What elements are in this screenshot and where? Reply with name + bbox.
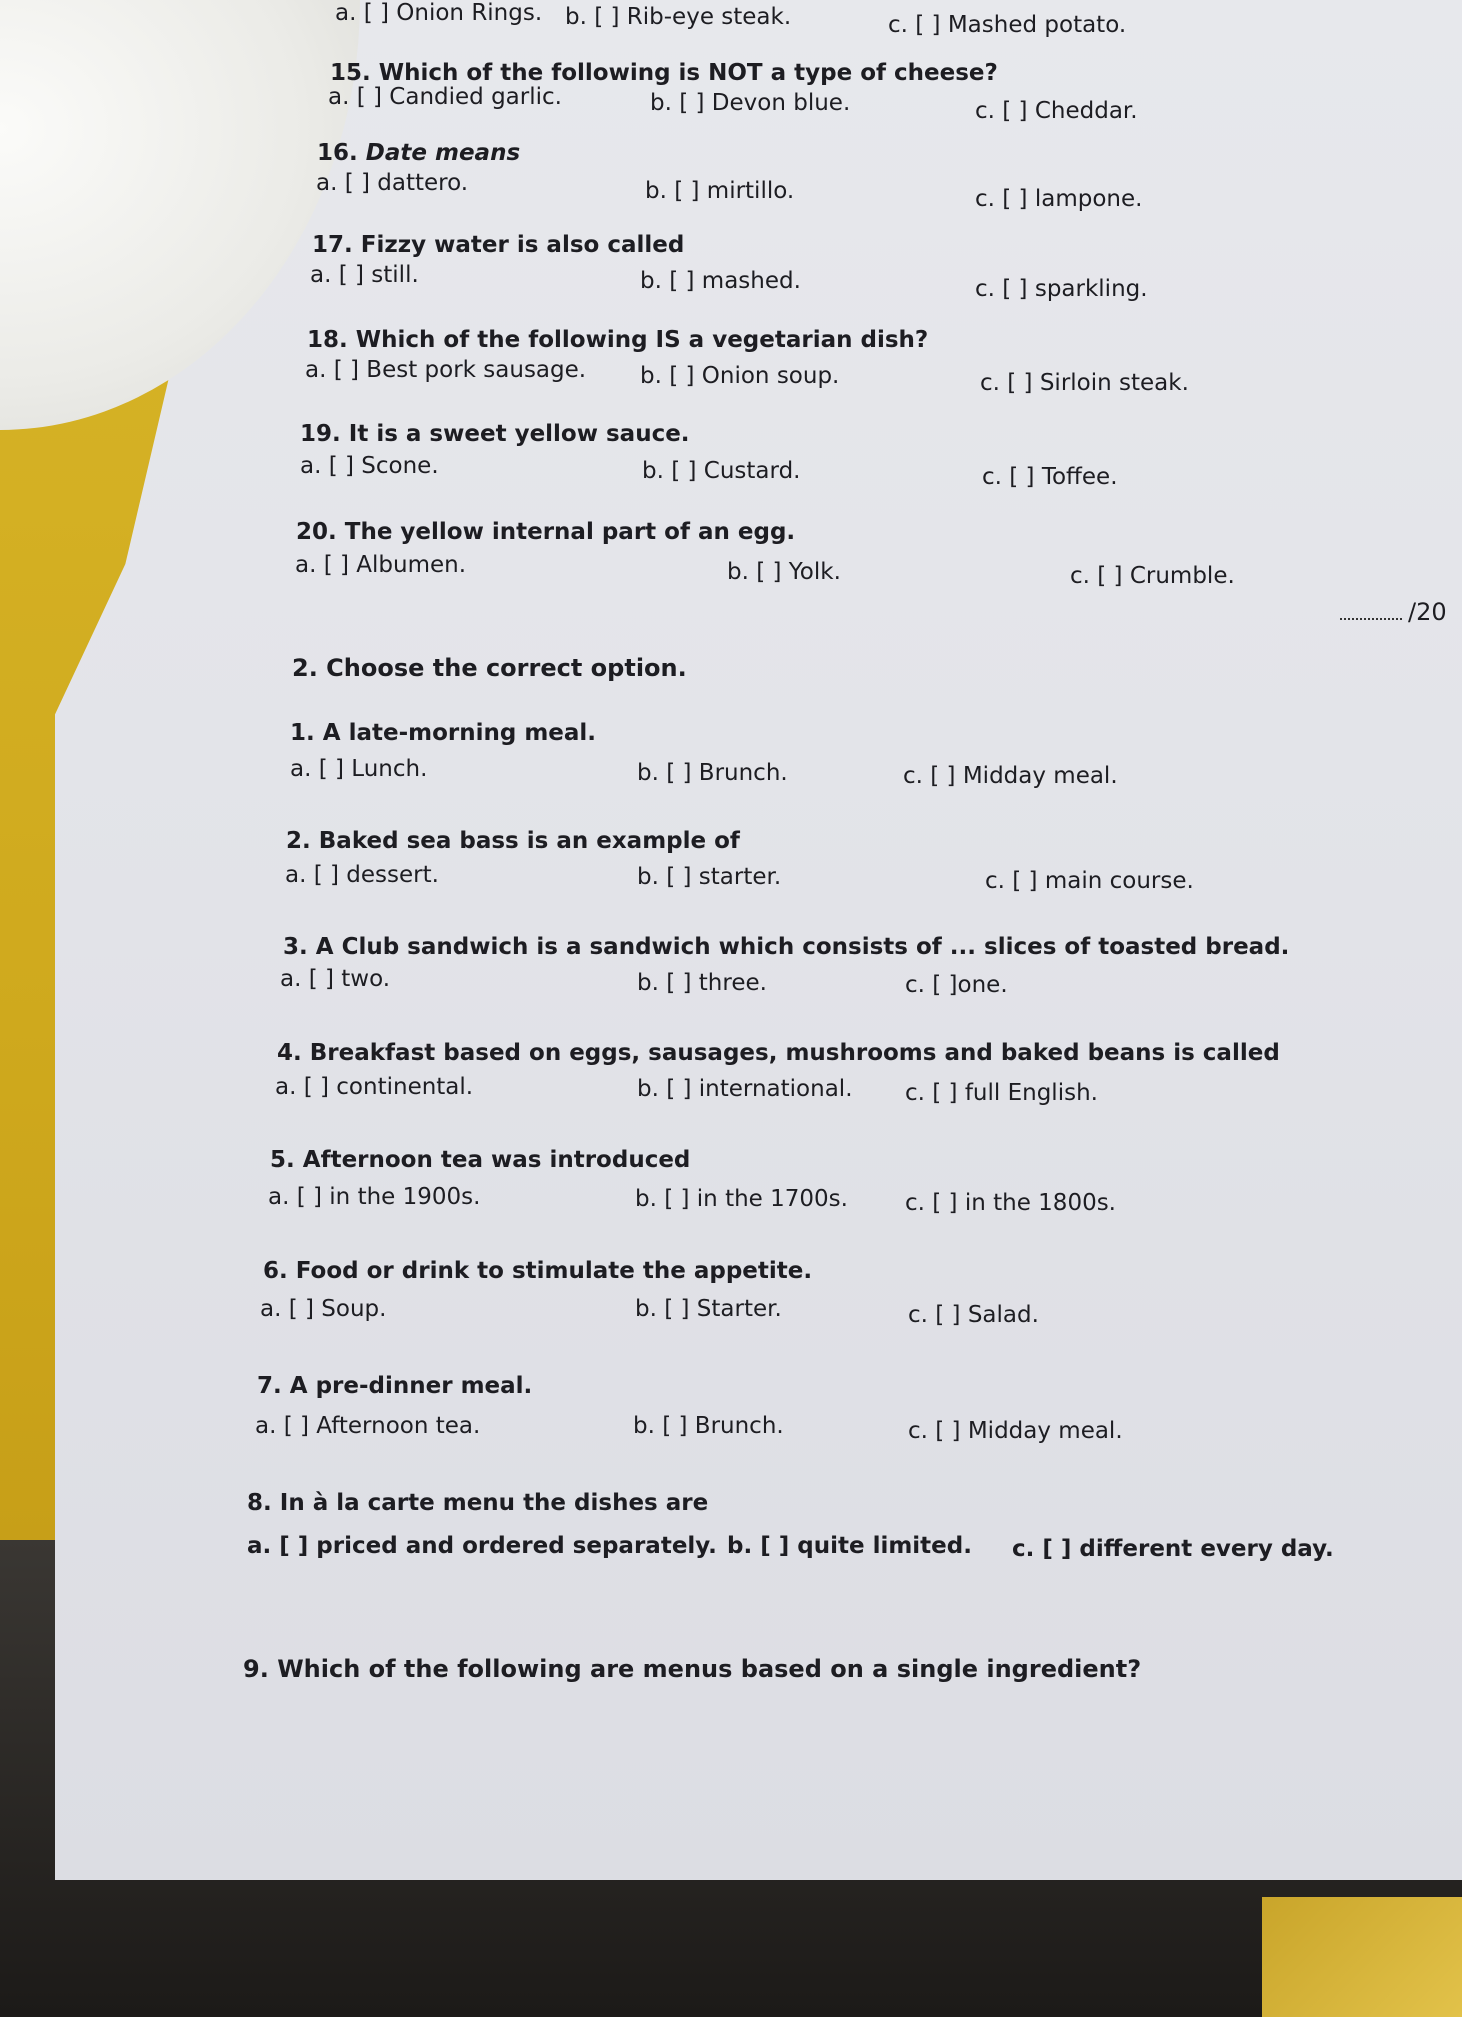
s2-question-1: 1. A late-morning meal.	[290, 720, 597, 746]
s2-q6-option-a[interactable]: a. [ ] Soup.	[260, 1296, 387, 1322]
q14-option-c[interactable]: c. [ ] Mashed potato.	[888, 12, 1127, 38]
s2-question-3: 3. A Club sandwich is a sandwich which consists of ... slices of toasted bread.	[283, 934, 1290, 960]
s2-q4-option-c[interactable]: c. [ ] full English.	[905, 1080, 1098, 1106]
s2-q4-option-b[interactable]: b. [ ] international.	[637, 1076, 853, 1102]
q19-option-b[interactable]: b. [ ] Custard.	[642, 458, 801, 484]
question-20: 20. The yellow internal part of an egg.	[296, 519, 796, 545]
s2-q6-option-c[interactable]: c. [ ] Salad.	[908, 1302, 1039, 1328]
q17-option-b[interactable]: b. [ ] mashed.	[640, 268, 801, 294]
s2-q2-option-b[interactable]: b. [ ] starter.	[637, 864, 782, 890]
s2-question-8: 8. In à la carte menu the dishes are	[247, 1490, 709, 1516]
s2-question-4: 4. Breakfast based on eggs, sausages, mushrooms and baked beans is called	[277, 1040, 1280, 1066]
q20-option-b[interactable]: b. [ ] Yolk.	[727, 559, 841, 585]
q18-option-b[interactable]: b. [ ] Onion soup.	[640, 363, 840, 389]
q14-option-b[interactable]: b. [ ] Rib-eye steak.	[565, 4, 792, 30]
s2-q7-option-a[interactable]: a. [ ] Afternoon tea.	[255, 1413, 481, 1439]
q20-option-c[interactable]: c. [ ] Crumble.	[1070, 563, 1235, 589]
q18-option-a[interactable]: a. [ ] Best pork sausage.	[305, 357, 587, 383]
s2-question-2: 2. Baked sea bass is an example of	[286, 828, 740, 854]
q15-option-c[interactable]: c. [ ] Cheddar.	[975, 98, 1138, 124]
s2-q7-option-c[interactable]: c. [ ] Midday meal.	[908, 1418, 1123, 1444]
question-15: 15. Which of the following is NOT a type of cheese?	[330, 60, 998, 86]
q19-option-c[interactable]: c. [ ] Toffee.	[982, 464, 1118, 490]
q19-option-a[interactable]: a. [ ] Scone.	[300, 453, 439, 479]
s2-q1-option-a[interactable]: a. [ ] Lunch.	[290, 756, 428, 782]
s2-question-7: 7. A pre-dinner meal.	[257, 1373, 533, 1399]
q17-option-a[interactable]: a. [ ] still.	[310, 262, 419, 288]
q18-option-c[interactable]: c. [ ] Sirloin steak.	[980, 370, 1189, 396]
question-17: 17. Fizzy water is also called	[312, 232, 685, 258]
s2-q8-option-b[interactable]: b. [ ] quite limited.	[727, 1533, 972, 1559]
q15-option-a[interactable]: a. [ ] Candied garlic.	[328, 84, 562, 110]
section2-title: 2. Choose the correct option.	[292, 654, 687, 682]
s2-q3-option-a[interactable]: a. [ ] two.	[280, 966, 391, 992]
s2-q2-option-c[interactable]: c. [ ] main course.	[985, 868, 1194, 894]
q16-option-c[interactable]: c. [ ] lampone.	[975, 186, 1143, 212]
s2-q3-option-b[interactable]: b. [ ] three.	[637, 970, 767, 996]
s2-q1-option-c[interactable]: c. [ ] Midday meal.	[903, 763, 1118, 789]
q20-option-a[interactable]: a. [ ] Albumen.	[295, 552, 467, 578]
q17-option-c[interactable]: c. [ ] sparkling.	[975, 276, 1148, 302]
s2-q8-option-a[interactable]: a. [ ] priced and ordered separately.	[247, 1533, 717, 1559]
q14-option-a[interactable]: a. [ ] Onion Rings.	[335, 0, 543, 26]
s2-q2-option-a[interactable]: a. [ ] dessert.	[285, 862, 439, 888]
s2-q5-option-a[interactable]: a. [ ] in the 1900s.	[268, 1184, 481, 1210]
s2-q6-option-b[interactable]: b. [ ] Starter.	[635, 1296, 782, 1322]
s2-q8-option-c[interactable]: c. [ ] different every day.	[1012, 1536, 1334, 1562]
q15-option-b[interactable]: b. [ ] Devon blue.	[650, 90, 851, 116]
s2-question-6: 6. Food or drink to stimulate the appetite.	[263, 1258, 813, 1284]
section1-score: /20	[1340, 598, 1447, 626]
s2-question-9: 9. Which of the following are menus based on a single ingredient?	[243, 1655, 1142, 1683]
s2-q3-option-c[interactable]: c. [ ]one.	[905, 972, 1008, 998]
s2-q1-option-b[interactable]: b. [ ] Brunch.	[637, 760, 788, 786]
q16-option-a[interactable]: a. [ ] dattero.	[316, 170, 469, 196]
question-16: 16. Date means	[317, 140, 521, 166]
question-18: 18. Which of the following IS a vegetarian dish?	[307, 327, 929, 353]
question-19: 19. It is a sweet yellow sauce.	[300, 421, 690, 447]
s2-q5-option-b[interactable]: b. [ ] in the 1700s.	[635, 1186, 848, 1212]
s2-q4-option-a[interactable]: a. [ ] continental.	[275, 1074, 474, 1100]
q16-option-b[interactable]: b. [ ] mirtillo.	[645, 178, 795, 204]
s2-q5-option-c[interactable]: c. [ ] in the 1800s.	[905, 1190, 1116, 1216]
s2-question-5: 5. Afternoon tea was introduced	[270, 1147, 691, 1173]
score-blank-line	[1340, 618, 1402, 620]
s2-q7-option-b[interactable]: b. [ ] Brunch.	[633, 1413, 784, 1439]
